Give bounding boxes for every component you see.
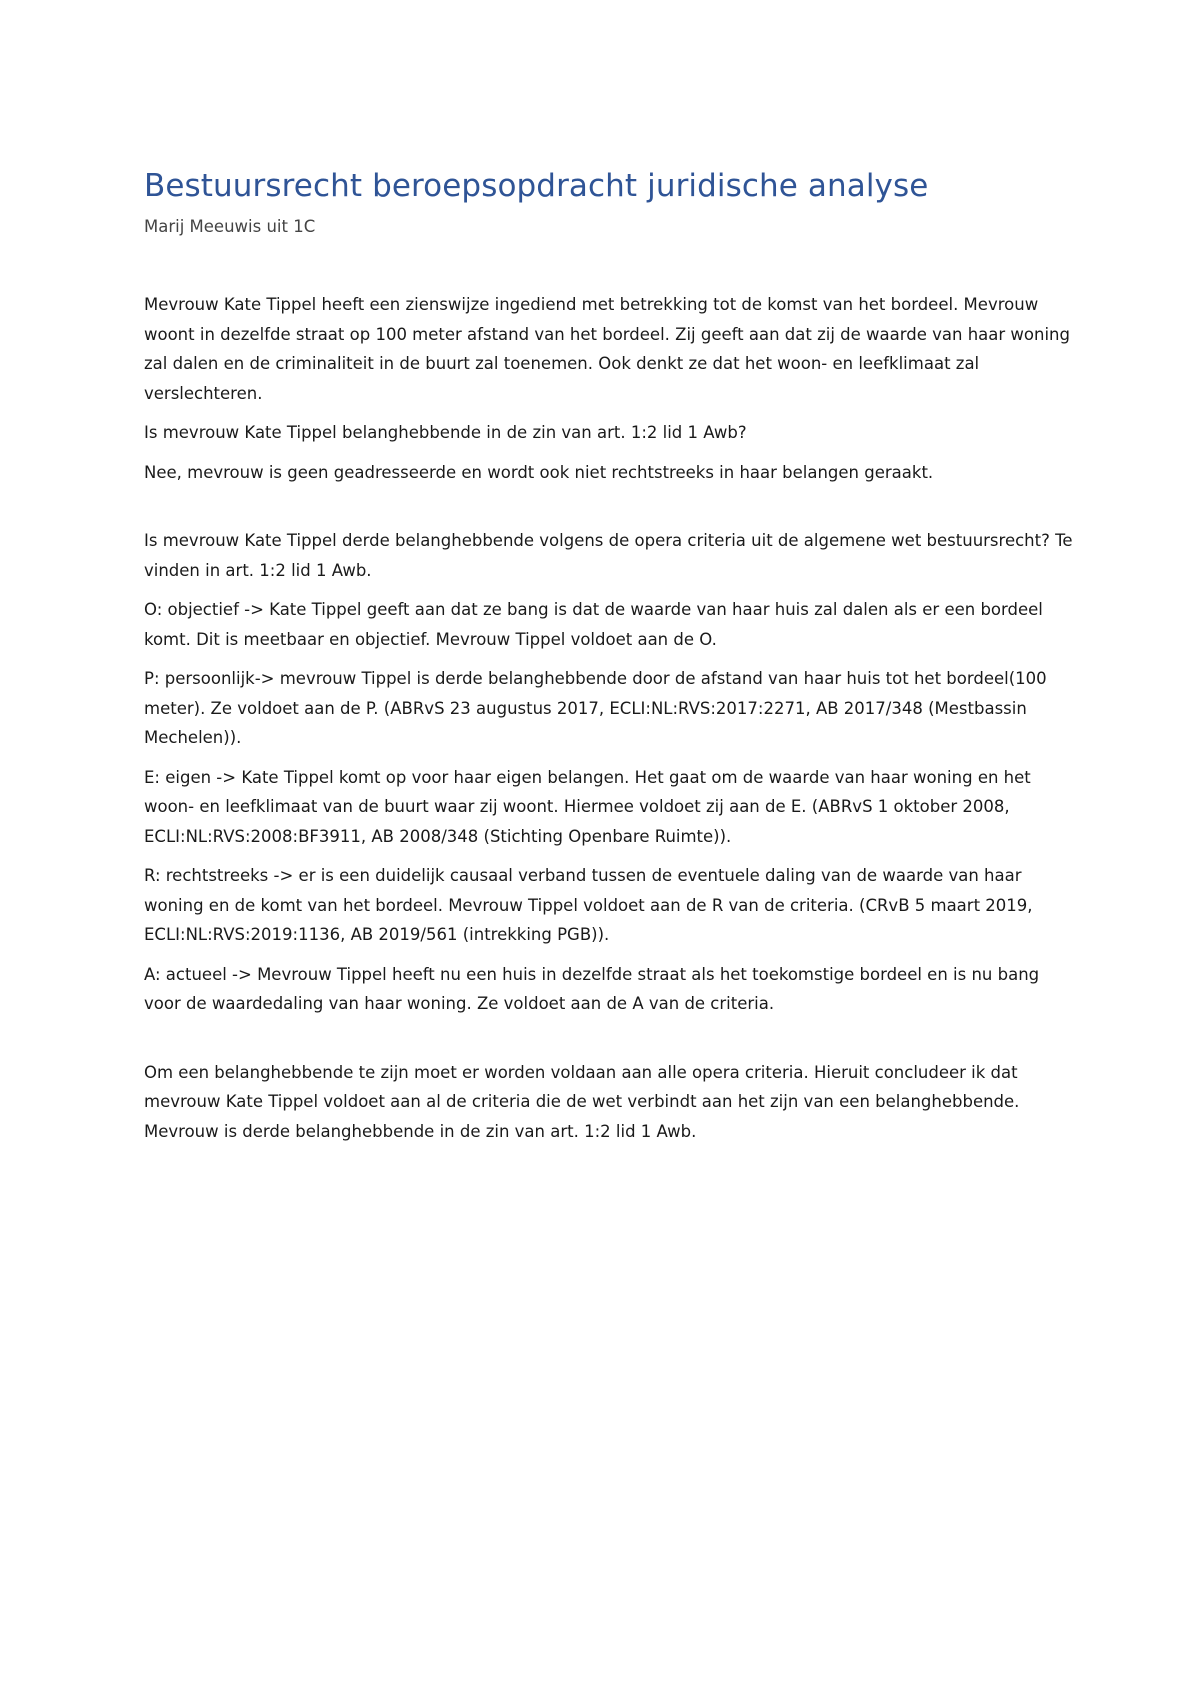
- paragraph-criterion-e: E: eigen -> Kate Tippel komt op voor haar eigen belangen. Het gaat om de waarde van haar woning en het woon- en leefklimaat van de buurt waar zij woont. Hiermee voldoet zij aan de E. (ABRvS 1 oktober 2008, ECLI:NL:RVS:2008:BF3911, AB 2008/348 (Stichting Openbare Ruimte)).: [144, 767, 1031, 846]
- paragraph-conclusion: Om een belanghebbende te zijn moet er worden voldaan aan alle opera criteria. Hieruit concludeer ik dat mevrouw Kate Tippel voldoet aan al de criteria die de wet verbindt aan het zijn van een belanghebbende. Mevrouw is derde belanghebbende in de zin van art. 1:2 lid 1 Awb.: [144, 1062, 1020, 1141]
- paragraph-question-2: Is mevrouw Kate Tippel derde belanghebbende volgens de opera criteria uit de algemene wet bestuursrecht? Te vinden in art. 1:2 lid 1 Awb.: [144, 531, 1073, 580]
- spacer: [144, 238, 1074, 290]
- spacer: [144, 487, 1074, 526]
- paragraph-criterion-a: A: actueel -> Mevrouw Tippel heeft nu een huis in dezelfde straat als het toekomstige bordeel en is nu bang voor de waardedaling van haar woning. Ze voldoet aan de A van de criteria.: [144, 964, 1040, 1013]
- paragraph-criterion-r: R: rechtstreeks -> er is een duidelijk causaal verband tussen de eventuele daling van de waarde van haar woning en de komt van het bordeel. Mevrouw Tippel voldoet aan de R van de criteria. (CRvB 5 maart 2019, ECLI:NL:RVS:2019:1136, AB 2019/561 (intrekking PGB)).: [144, 866, 1033, 944]
- paragraph-intro: Mevrouw Kate Tippel heeft een zienswijze ingediend met betrekking tot de komst van het bordeel. Mevrouw woont in dezelfde straat op 100 meter afstand van het bordeel. Zij geeft aan dat zij de waarde van haar woning zal dalen en de criminaliteit in de buurt zal toenemen. Ook denkt ze dat het woon- en leefklimaat zal verslechteren.: [144, 295, 1070, 403]
- document-title: Bestuursrecht beroepsopdracht juridische analyse: [144, 168, 929, 204]
- document-body: [144, 166, 1074, 1146]
- spacer: [144, 1019, 1074, 1058]
- paragraph-criterion-p: P: persoonlijk-> mevrouw Tippel is derde belanghebbende door de afstand van haar huis tot het bordeel(100 meter). Ze voldoet aan de P. (ABRvS 23 augustus 2017, ECLI:NL:RVS:2017:2271, AB 2017/348 (Mestbassin Mechelen)).: [144, 669, 1047, 747]
- paragraph-question-1: Is mevrouw Kate Tippel belanghebbende in de zin van art. 1:2 lid 1 Awb?: [144, 423, 747, 442]
- paragraph-answer-1: Nee, mevrouw is geen geadresseerde en wordt ook niet rechtstreeks in haar belangen geraakt.: [144, 462, 934, 482]
- document-subtitle: Marij Meeuwis uit 1C: [144, 217, 316, 236]
- paragraph-criterion-o: O: objectief -> Kate Tippel geeft aan dat ze bang is dat de waarde van haar huis zal dalen als er een bordeel komt. Dit is meetbaar en objectief. Mevrouw Tippel voldoet aan de O.: [144, 600, 1043, 649]
